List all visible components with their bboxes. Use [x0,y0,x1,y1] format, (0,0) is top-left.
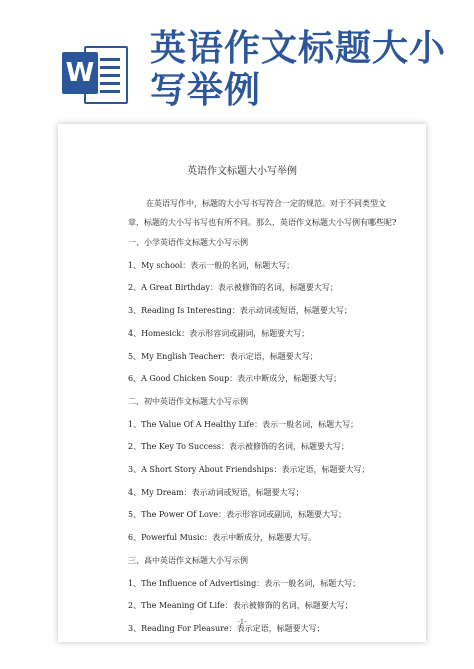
document-line: 2、The Meaning Of Life：表示被修饰的名词，标题要大写； [128,601,353,611]
line-list [128,232,398,641]
intro-paragraph: 在英语写作中，标题的大小写书写符合一定的规范。对于不同类型文章，标题的大小写书写也有所不同。那么，英语作文标题大小写例有哪些呢? [128,199,397,227]
document-title: 英语作文标题大小写举例 [150,28,447,111]
document-page [58,124,426,642]
word-logo-icon [62,42,126,104]
document-line: 2、A Great Birthday：表示被修饰的名词，标题要大写； [128,283,338,293]
word-letter: W [62,52,98,94]
document-line: 1、The Value Of A Healthy Life：表示一般名词，标题大写； [128,419,359,429]
document-line: 2、The Key To Success：表示被修饰的名词，标题要大写； [128,442,350,452]
document-line: 3、A Short Story About Friendships：表示定语，标题要大写； [128,465,370,475]
header [0,0,474,112]
document-line: 5、My English Teacher：表示定语，标题要大写； [128,351,318,361]
document-line: 6、Powerful Music：表示中断成分，标题要大写。 [128,533,317,543]
document-line: 4、Homesick：表示形容词或副词，标题要大写； [128,328,310,338]
document-line: 3、Reading Is Interesting：表示动词或短语，标题要大写； [128,306,352,316]
document-line: 1、The Influence of Advertising：表示一般名词，标题大写； [128,578,361,588]
document-line: 4、My Dream：表示动词或短语，标题要大写； [128,487,304,497]
document-line: 一、小学英语作文标题大小写示例 [128,238,248,247]
page-body [128,194,398,641]
document-line: 6、A Good Chicken Soup：表示中断成分，标题要大写； [128,374,342,384]
document-line: 1、My school：表示一般的名词，标题大写； [128,260,295,270]
document-line: 3、Reading For Pleasure：表示定语，标题要大写； [128,623,325,633]
page-title: 英语作文标题大小写举例 [187,166,297,177]
page-number: -1- [237,618,247,626]
document-line: 5、The Power Of Love：表示形容词或副词，标题要大写； [128,510,347,520]
document-line: 二、初中英语作文标题大小写示例 [128,396,248,406]
document-line: 三、高中英语作文标题大小写示例 [128,555,248,565]
